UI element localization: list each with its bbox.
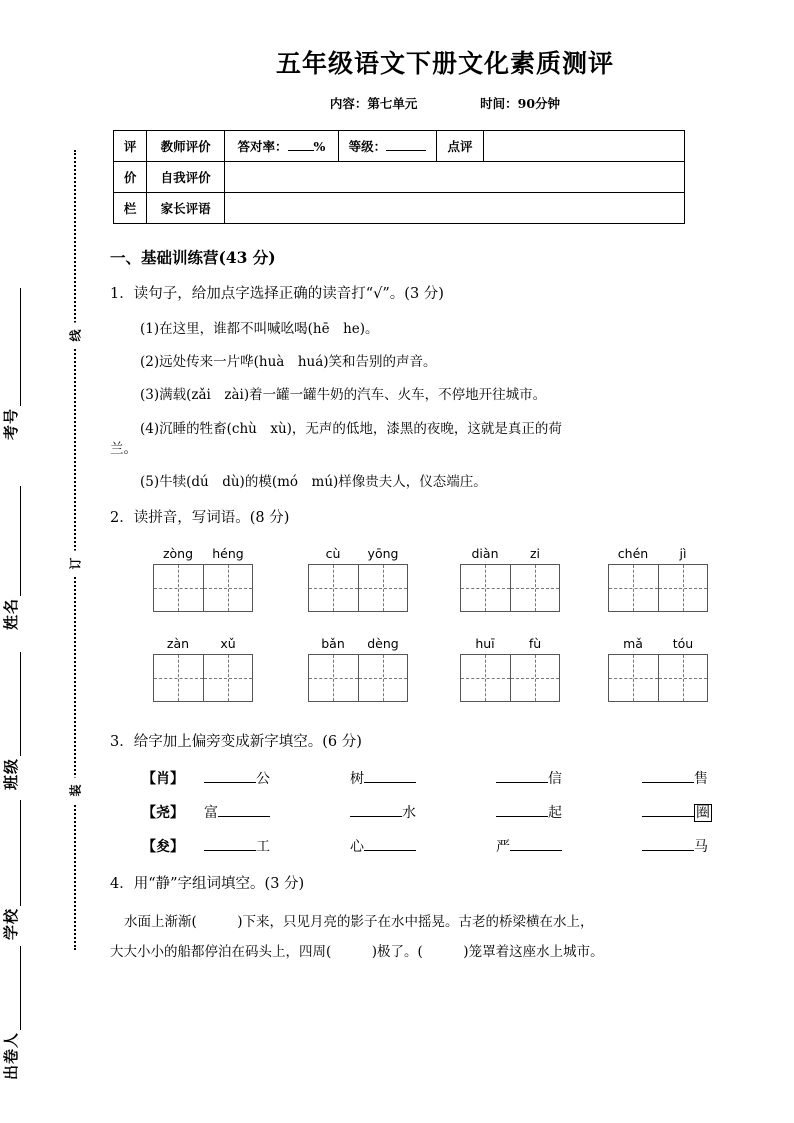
pinyin-syllable: zòng xyxy=(162,546,194,561)
question-3-prompt xyxy=(110,732,794,754)
binding-sidebar xyxy=(0,0,96,1123)
pinyin-syllable: cù xyxy=(325,546,341,561)
answer-blank[interactable] xyxy=(350,803,402,817)
radical-suffix: 马 xyxy=(694,838,708,855)
question-3-text: 给字加上偏旁变成新字填空。(6 分) xyxy=(133,734,362,750)
answer-blank[interactable] xyxy=(364,769,416,783)
grid-pinyin-2 xyxy=(308,546,408,561)
tianzige-cell[interactable] xyxy=(658,655,707,701)
pinyin-syllable: jì xyxy=(679,546,687,561)
pinyin-syllable: dèng xyxy=(367,636,399,651)
rail-char-zhuang: 装 xyxy=(67,778,84,804)
question-2-number: 2． xyxy=(110,510,134,527)
question-4-prompt xyxy=(110,874,794,896)
tianzige-cell[interactable] xyxy=(510,565,559,611)
radical-item[interactable] xyxy=(496,768,642,788)
grid-row-2 xyxy=(96,636,794,712)
paper-author-rule xyxy=(7,946,21,1030)
tianzige-box[interactable] xyxy=(460,564,560,612)
tianzige-cell[interactable] xyxy=(461,565,510,611)
exam-time-label: 时间：90分钟 xyxy=(480,96,561,111)
grid-pinyin-6 xyxy=(308,636,408,651)
eval-vertical-jia: 价 xyxy=(114,162,147,193)
q1-item-2: (2)远处传来一片哗(huà huá)笑和告别的声音。 xyxy=(140,354,437,370)
question-1-prompt xyxy=(110,284,794,306)
question-4-text: 用“静”字组词填空。(3 分) xyxy=(133,875,305,892)
exam-number-label: 考号 xyxy=(2,407,20,440)
grid-pinyin-7 xyxy=(460,636,560,651)
answer-blank[interactable] xyxy=(496,769,548,783)
pinyin-syllable: héng xyxy=(212,546,244,561)
pinyin-syllable: fù xyxy=(528,636,542,651)
pinyin-syllable: mǎ xyxy=(623,636,643,651)
radical-key-yao: 【尧】 xyxy=(142,804,184,821)
answer-blank[interactable] xyxy=(642,837,694,851)
radical-prefix: 严 xyxy=(496,838,510,855)
tianzige-cell[interactable] xyxy=(309,655,358,701)
eval-vertical-lan: 栏 xyxy=(114,193,147,224)
pinyin-syllable: zàn xyxy=(166,636,190,651)
correct-rate-cell[interactable] xyxy=(224,131,338,162)
radical-suffix: 公 xyxy=(256,770,270,787)
grid-group-7[interactable] xyxy=(460,636,560,702)
pinyin-syllable: xǔ xyxy=(220,636,236,651)
pinyin-syllable: diàn xyxy=(471,546,499,561)
table-row xyxy=(114,193,685,224)
grid-group-2[interactable] xyxy=(308,546,408,612)
tianzige-cell[interactable] xyxy=(358,565,407,611)
radical-item[interactable] xyxy=(350,802,496,822)
grid-pinyin-8 xyxy=(608,636,708,651)
tianzige-cell[interactable] xyxy=(609,655,658,701)
exam-content-label: 内容：第七单元 xyxy=(329,96,418,111)
pinyin-syllable: huī xyxy=(475,636,495,651)
student-name-label: 姓名 xyxy=(2,597,20,630)
parent-comment-label: 家长评语 xyxy=(147,193,225,224)
q1-item-5: (5)牛犊(dú dù)的模(mó mú)样像贵夫人，仪态端庄。 xyxy=(140,474,487,490)
pinyin-syllable: zi xyxy=(529,546,541,561)
tianzige-cell[interactable] xyxy=(609,565,658,611)
correct-rate-blank[interactable] xyxy=(288,139,314,151)
radical-key-qun: 【夋】 xyxy=(142,838,184,855)
radical-item[interactable] xyxy=(204,836,350,856)
radical-item[interactable] xyxy=(642,802,788,822)
grid-group-4[interactable] xyxy=(608,546,708,612)
radical-row-1 xyxy=(142,768,794,788)
class-label: 班级 xyxy=(2,757,20,790)
radical-fill-block xyxy=(96,768,794,856)
grid-group-5[interactable] xyxy=(153,636,253,702)
question-3-number: 3． xyxy=(110,734,134,750)
table-row xyxy=(114,131,685,162)
exam-number-field xyxy=(0,240,21,440)
tianzige-box[interactable] xyxy=(153,564,253,612)
exam-meta-row xyxy=(96,94,794,112)
question-1-text: 读句子，给加点字选择正确的读音打“√”。(3 分) xyxy=(133,286,444,302)
grade-cell[interactable] xyxy=(338,131,436,162)
paper-author-label: 出卷人 xyxy=(2,1031,20,1080)
radical-item[interactable] xyxy=(204,768,350,788)
self-eval-label: 自我评价 xyxy=(147,162,225,193)
question-4-number: 4． xyxy=(110,875,134,892)
answer-blank[interactable] xyxy=(642,803,694,817)
answer-blank[interactable] xyxy=(496,803,548,817)
answer-blank[interactable] xyxy=(204,837,256,851)
tianzige-box[interactable] xyxy=(608,564,708,612)
question-1-number: 1． xyxy=(110,286,134,302)
grid-row-1 xyxy=(96,546,794,622)
tianzige-cell[interactable] xyxy=(154,655,203,701)
rail-char-ding: 订 xyxy=(67,551,84,577)
tianzige-cell[interactable] xyxy=(309,565,358,611)
teacher-comment-cell[interactable] xyxy=(484,131,685,162)
page-content xyxy=(96,0,794,1123)
radical-item[interactable] xyxy=(642,768,788,788)
radical-suffix: 信 xyxy=(548,770,562,787)
tianzige-cell[interactable] xyxy=(203,655,252,701)
radical-suffix: 水 xyxy=(402,804,416,821)
self-eval-cell[interactable] xyxy=(224,162,684,193)
tianzige-box[interactable] xyxy=(608,654,708,702)
parent-comment-cell[interactable] xyxy=(224,193,684,224)
radical-item[interactable] xyxy=(350,836,496,856)
student-name-rule xyxy=(7,486,21,596)
page-title: 五年级语文下册文化素质测评 xyxy=(275,49,614,78)
evaluation-table xyxy=(113,130,685,224)
answer-blank[interactable] xyxy=(204,769,256,783)
radical-row-3 xyxy=(142,836,794,856)
grid-group-1[interactable] xyxy=(153,546,253,612)
q1-item-1: (1)在这里，谁都不叫喊吆喝(hē he)。 xyxy=(140,320,379,337)
correct-rate-label: 答对率： xyxy=(237,139,288,154)
grade-blank[interactable] xyxy=(386,139,426,151)
radical-suffix-boxed: 圈 xyxy=(696,804,710,821)
pinyin-syllable: bǎn xyxy=(321,636,345,651)
q4-body-line-2: 大大小小的船都停泊在码头上，四周( )极了。( )笼罩着这座水上城市。 xyxy=(110,943,604,960)
radical-prefix: 心 xyxy=(350,838,364,855)
answer-blank[interactable] xyxy=(642,769,694,783)
correct-rate-suffix: % xyxy=(313,139,326,154)
radical-prefix: 树 xyxy=(350,770,364,787)
radical-suffix: 起 xyxy=(548,804,562,821)
tianzige-cell[interactable] xyxy=(461,655,510,701)
radical-item[interactable] xyxy=(496,802,642,822)
grid-group-8[interactable] xyxy=(608,636,708,702)
tianzige-cell[interactable] xyxy=(510,655,559,701)
grid-pinyin-1 xyxy=(153,546,253,561)
radical-item[interactable] xyxy=(350,768,496,788)
radical-item[interactable] xyxy=(496,836,642,856)
grid-pinyin-5 xyxy=(153,636,253,651)
pinyin-syllable: tóu xyxy=(672,636,694,651)
rail-char-xian: 线 xyxy=(67,323,84,349)
q4-body-line-1: 水面上渐渐( )下来，只见月亮的影子在水中摇晃。古老的桥梁横在水上， xyxy=(124,913,594,930)
eval-vertical-ping: 评 xyxy=(114,131,147,162)
tianzige-cell[interactable] xyxy=(203,565,252,611)
tianzige-cell[interactable] xyxy=(154,565,203,611)
pinyin-writing-grids xyxy=(96,546,794,726)
q1-item-4-continued: 兰。 xyxy=(110,440,137,457)
comment-label: 点评 xyxy=(436,131,483,162)
grade-label: 等级： xyxy=(348,139,387,154)
question-2-text: 读拼音，写词语。(8 分) xyxy=(133,510,290,527)
tianzige-box[interactable] xyxy=(308,654,408,702)
radical-suffix: 工 xyxy=(256,838,270,855)
school-label: 学校 xyxy=(2,907,20,940)
pinyin-syllable: chén xyxy=(617,546,649,561)
q1-item-3: (3)满载(zǎi zài)着一罐一罐牛奶的汽车、火车，不停地开往城市。 xyxy=(140,387,547,404)
q1-item-4: (4)沉睡的牲畜(chù xù)，无声的低地，漆黑的夜晚，这就是真正的荷 xyxy=(140,420,562,437)
grid-pinyin-3 xyxy=(460,546,560,561)
teacher-eval-label: 教师评价 xyxy=(147,131,225,162)
exam-number-rule xyxy=(7,288,21,406)
radical-item[interactable] xyxy=(642,836,788,856)
grid-group-6[interactable] xyxy=(308,636,408,702)
grid-group-3[interactable] xyxy=(460,546,560,612)
grid-pinyin-4 xyxy=(608,546,708,561)
tianzige-box[interactable] xyxy=(153,654,253,702)
radical-row-2 xyxy=(142,802,794,822)
tianzige-box[interactable] xyxy=(460,654,560,702)
table-row xyxy=(114,162,685,193)
answer-blank[interactable] xyxy=(218,803,270,817)
answer-blank[interactable] xyxy=(364,837,416,851)
pinyin-syllable: yōng xyxy=(367,546,399,561)
paper-author-field xyxy=(0,880,21,1080)
section-heading-1: 一、基础训练营(43 分) xyxy=(110,248,276,267)
tianzige-cell[interactable] xyxy=(658,565,707,611)
tianzige-box[interactable] xyxy=(308,564,408,612)
radical-suffix: 售 xyxy=(694,770,708,787)
question-2-prompt xyxy=(110,508,794,530)
radical-prefix: 富 xyxy=(204,804,218,821)
answer-blank[interactable] xyxy=(510,837,562,851)
radical-key-xiao: 【肖】 xyxy=(142,770,184,787)
tianzige-cell[interactable] xyxy=(358,655,407,701)
radical-item[interactable] xyxy=(204,802,350,822)
